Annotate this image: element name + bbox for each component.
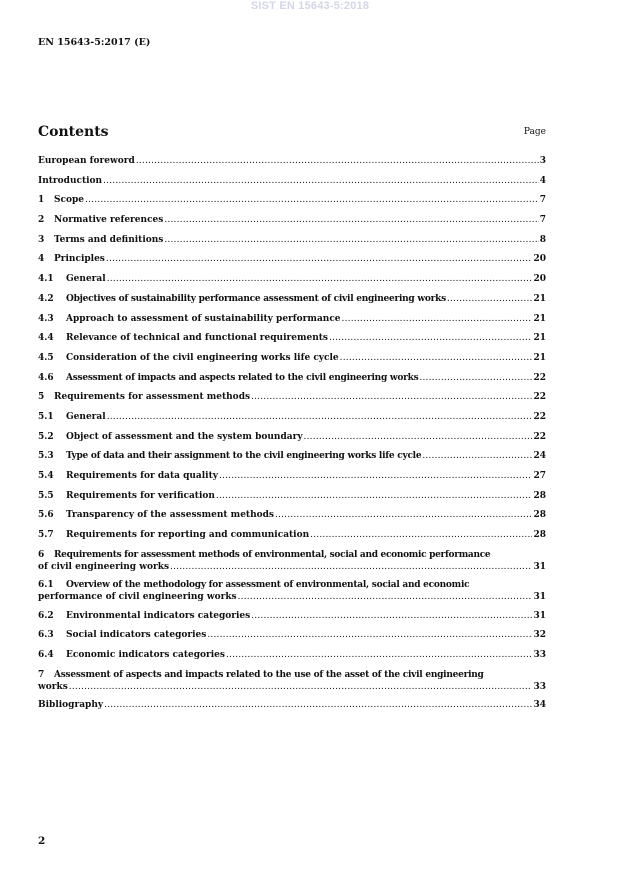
toc-page: 21 <box>533 333 546 344</box>
toc-number: 6 <box>38 549 45 560</box>
toc-page: 20 <box>533 274 546 285</box>
toc-entry-5-1[interactable] <box>38 411 546 431</box>
toc-page: 3 <box>539 156 546 166</box>
toc-number: 4.3 <box>38 313 54 324</box>
toc-page: 31 <box>533 610 546 621</box>
toc-title: General <box>66 274 106 285</box>
leader-dots <box>107 411 533 423</box>
toc-title: Bibliography <box>38 700 104 711</box>
toc-title: Scope <box>54 195 85 206</box>
leader-dots <box>207 629 532 641</box>
toc-number: 7 <box>38 669 45 680</box>
leader-dots <box>304 431 533 443</box>
toc-page: 28 <box>533 490 546 501</box>
toc-entry-5-7[interactable] <box>38 529 546 549</box>
toc-number: 4.6 <box>38 372 54 383</box>
toc-page: 32 <box>533 630 546 641</box>
toc-number: 5.5 <box>38 490 54 501</box>
leader-dots <box>419 372 532 384</box>
leader-dots <box>447 293 533 305</box>
toc-title-line1: Assessment of aspects and impacts related to the use of the asset of the civil engineering <box>54 669 484 680</box>
toc-number: 5.3 <box>38 451 54 462</box>
toc-number: 4.4 <box>38 333 54 344</box>
toc-entry-6-2[interactable] <box>38 610 546 630</box>
toc-title-line1: Requirements for assessment methods of environmental, social and economic performance <box>54 549 491 560</box>
toc-page: 31 <box>533 592 546 603</box>
toc-entry-2[interactable] <box>38 214 546 234</box>
toc-title: General <box>66 411 106 422</box>
toc-entry-5-5[interactable] <box>38 490 546 510</box>
document-id: EN 15643-5:2017 (E) <box>38 37 151 48</box>
toc-page: 22 <box>533 411 546 422</box>
leader-dots <box>164 214 538 226</box>
toc-page: 22 <box>533 431 546 442</box>
toc-entry-4-1[interactable] <box>38 273 546 293</box>
toc-entry-6-4[interactable] <box>38 649 546 669</box>
toc-number: 3 <box>38 234 45 245</box>
toc-page: 22 <box>533 372 546 383</box>
toc-title-line2: works <box>38 681 68 692</box>
toc-title: Object of assessment and the system boundary <box>66 431 303 442</box>
toc-page: 27 <box>533 471 546 481</box>
toc-title: Requirements for reporting and communication <box>66 530 310 541</box>
toc-page: 7 <box>539 195 546 206</box>
toc-number: 4.1 <box>38 274 54 285</box>
leader-dots <box>219 470 533 482</box>
toc-title: Consideration of the civil engineering works life cycle <box>66 352 339 363</box>
toc-title: Transparency of the assessment methods <box>66 510 274 521</box>
toc-entry-5[interactable] <box>38 391 546 411</box>
toc-page: 28 <box>533 530 546 541</box>
toc-number: 2 <box>38 215 45 226</box>
toc-number: 1 <box>38 195 45 206</box>
toc-entry-foreword[interactable] <box>38 155 546 175</box>
toc-entry-4-2[interactable] <box>38 293 546 313</box>
leader-dots <box>342 313 533 325</box>
toc-page: 20 <box>533 254 546 265</box>
toc-title-line1: Overview of the methodology for assessment of environmental, social and economic <box>66 580 470 591</box>
toc-entry-introduction[interactable] <box>38 175 546 195</box>
toc-entry-5-4[interactable] <box>38 470 546 490</box>
leader-dots <box>329 332 532 344</box>
toc-page: 24 <box>533 451 546 462</box>
toc-entry-4-3[interactable] <box>38 313 546 333</box>
leader-dots <box>106 253 533 265</box>
table-of-contents <box>38 155 546 719</box>
leader-dots <box>104 699 532 711</box>
toc-page: 22 <box>533 392 546 403</box>
leader-dots <box>164 234 538 246</box>
toc-entry-4-4[interactable] <box>38 332 546 352</box>
toc-title: Environmental indicators categories <box>66 610 251 621</box>
leader-dots <box>251 610 532 622</box>
leader-dots <box>103 175 539 187</box>
toc-title: Requirements for verification <box>66 490 215 501</box>
toc-entry-5-6[interactable] <box>38 509 546 529</box>
leader-dots <box>107 273 533 285</box>
toc-page: 21 <box>533 352 546 363</box>
toc-number: 6.2 <box>38 610 54 621</box>
toc-number: 4.5 <box>38 352 54 363</box>
toc-entry-4-5[interactable] <box>38 352 546 372</box>
toc-entry-4[interactable] <box>38 253 546 273</box>
toc-entry-3[interactable] <box>38 234 546 254</box>
toc-page: 28 <box>533 510 546 521</box>
toc-title: Introduction <box>38 175 103 186</box>
toc-page: 4 <box>539 175 546 186</box>
toc-number: 6.4 <box>38 650 54 661</box>
toc-entry-5-2[interactable] <box>38 431 546 451</box>
toc-number: 6.3 <box>38 630 54 641</box>
leader-dots <box>275 509 532 521</box>
leader-dots <box>310 529 532 541</box>
toc-page: 21 <box>533 293 546 304</box>
toc-number: 5.7 <box>38 530 54 541</box>
toc-number: 5.1 <box>38 411 54 422</box>
toc-number: 5.4 <box>38 471 54 481</box>
toc-entry-6-1[interactable] <box>38 579 546 610</box>
toc-page: 7 <box>539 215 546 226</box>
toc-number: 4 <box>38 254 45 265</box>
leader-dots <box>136 155 539 167</box>
leader-dots <box>69 681 533 693</box>
leader-dots <box>238 591 533 603</box>
toc-title: Requirements for data quality <box>66 471 218 481</box>
toc-number: 5 <box>38 392 45 403</box>
toc-page: 33 <box>533 650 546 661</box>
toc-page: 33 <box>533 681 546 692</box>
toc-page: 21 <box>533 313 546 324</box>
toc-entry-7[interactable] <box>38 669 546 700</box>
toc-page: 34 <box>533 700 546 711</box>
leader-dots <box>85 194 539 206</box>
leader-dots <box>226 649 532 661</box>
toc-title: European foreword <box>38 156 135 166</box>
toc-number: 6.1 <box>38 580 54 591</box>
toc-entry-6-3[interactable] <box>38 629 546 649</box>
toc-title: Social indicators categories <box>66 630 207 641</box>
toc-number: 5.6 <box>38 510 54 521</box>
page-number: 2 <box>38 835 46 847</box>
page-column-label: Page <box>523 127 546 137</box>
toc-page: 8 <box>539 234 546 245</box>
toc-entry-1[interactable] <box>38 194 546 214</box>
contents-heading: Contents <box>38 124 109 140</box>
toc-entry-5-3[interactable] <box>38 450 546 470</box>
toc-title: Principles <box>54 254 105 265</box>
toc-entry-4-6[interactable] <box>38 372 546 392</box>
toc-entry-6[interactable] <box>38 549 546 580</box>
toc-title-line2: of civil engineering works <box>38 561 170 572</box>
toc-title: Objectives of sustainability performance assessment of civil engineering works <box>66 293 446 304</box>
toc-title: Normative references <box>54 215 164 226</box>
toc-title: Type of data and their assignment to the civil engineering works life cycle <box>66 451 422 462</box>
watermark: SIST EN 15643-5:2018 <box>250 0 370 12</box>
toc-title: Assessment of impacts and aspects related to the civil engineering works <box>66 372 419 383</box>
toc-title: Approach to assessment of sustainability performance <box>66 313 341 324</box>
leader-dots <box>170 561 532 573</box>
leader-dots <box>340 352 533 364</box>
leader-dots <box>251 391 532 403</box>
toc-title: Economic indicators categories <box>66 650 225 661</box>
toc-title-line2: performance of civil engineering works <box>38 592 237 603</box>
toc-number: 5.2 <box>38 431 54 442</box>
leader-dots <box>216 490 533 502</box>
toc-page: 31 <box>533 561 546 572</box>
toc-title: Requirements for assessment methods <box>54 392 251 403</box>
toc-title: Relevance of technical and functional requirements <box>66 333 328 344</box>
toc-title: Terms and definitions <box>54 234 164 245</box>
leader-dots <box>422 450 532 462</box>
toc-entry-bibliography[interactable] <box>38 699 546 719</box>
toc-number: 4.2 <box>38 293 54 304</box>
